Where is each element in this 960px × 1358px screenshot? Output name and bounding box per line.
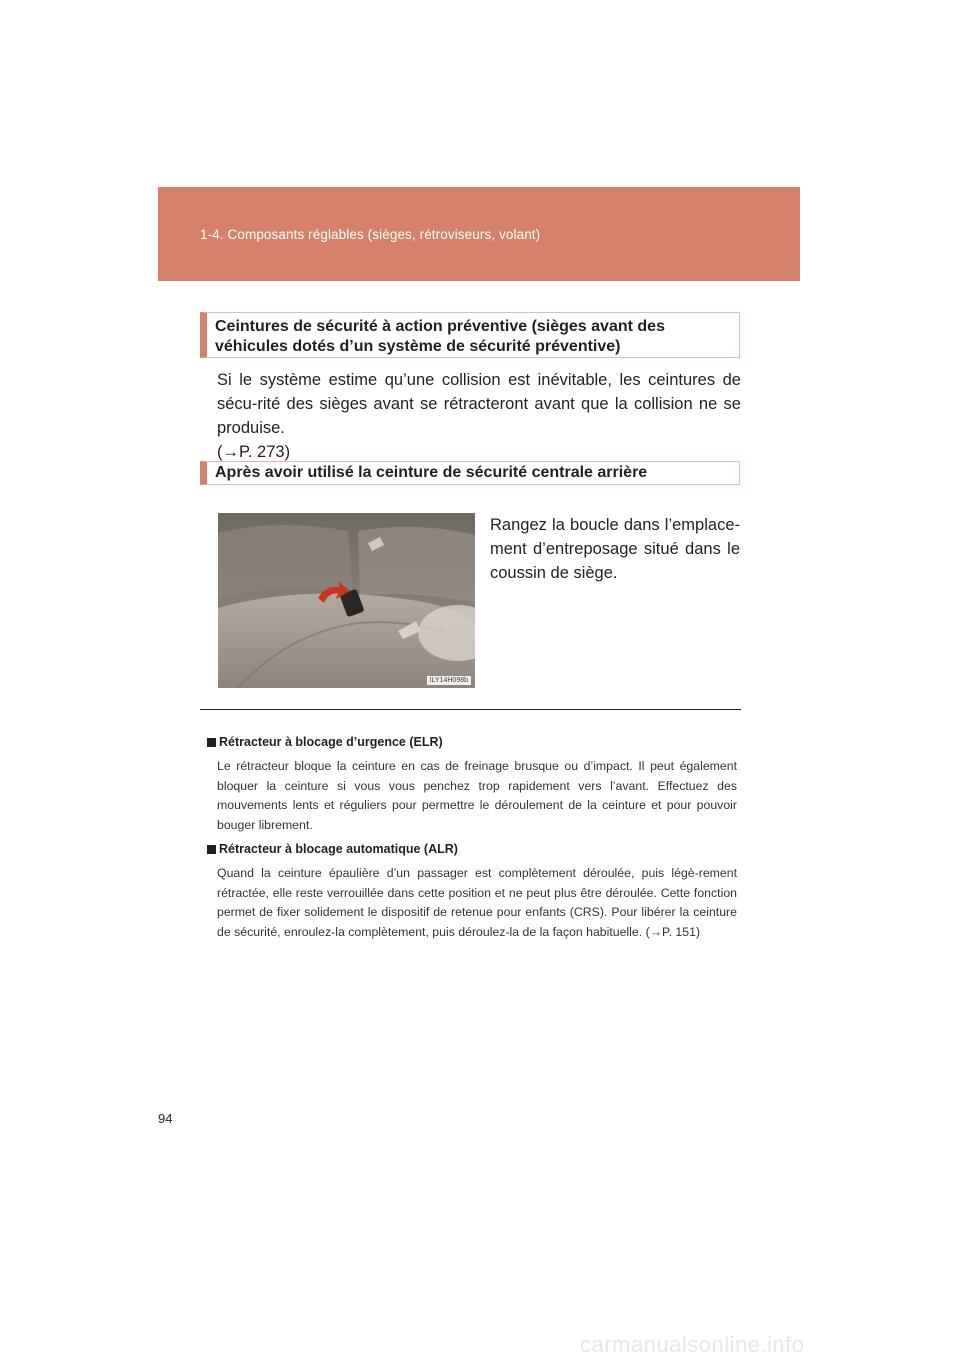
- square-bullet-icon: [207, 845, 216, 854]
- image-code-label: ILY14H098b: [427, 676, 471, 685]
- preventive-seatbelts-text: [217, 368, 741, 464]
- note-alr: [207, 841, 737, 942]
- note-title: Rétracteur à blocage automatique (ALR): [219, 842, 458, 856]
- note-body: Quand la ceinture épaulière d’un passager est complètement déroulée, puis légè-rement rétractée, elle reste verrouillée dans cette position et ne peut plus être déroulée. Cette fonction permet de fixer solidement le dispositif de retenue pour enfants (CRS). Pour libérer la ceinture de sécurité, enroulez-la complètement, puis déroulez-la de la façon habituelle. (→P. 151): [217, 866, 737, 939]
- preventive-seatbelts-body: Si le système estime qu’une collision est inévitable, les ceintures de sécu-rité des sièges avant se rétracteront avant que la collision ne se produise.: [217, 371, 741, 437]
- page-number: 94: [158, 1111, 173, 1126]
- rear-seat-buckle-photo: [218, 513, 475, 688]
- heading-preventive-seatbelts: Ceintures de sécurité à action préventive (sièges avant des véhicules dotés d’un système de sécurité préventive): [200, 312, 740, 358]
- page-reference-link[interactable]: (→P. 273): [217, 443, 291, 461]
- note-body: Le rétracteur bloque la ceinture en cas de freinage brusque ou d’impact. Il peut également bloquer la ceinture si vous vous penchez trop rapidement vers l’avant. Effectuez des mouvements lents et réguliers pour permettre le déroulement de la ceinture et pour pouvoir bouger librement.: [217, 759, 737, 832]
- section-divider: [200, 709, 741, 710]
- watermark: carmanualsonline.info: [580, 1332, 805, 1357]
- heading-rear-center-belt: Après avoir utilisé la ceinture de sécurité centrale arrière: [200, 461, 740, 485]
- section-title: 1-4. Composants réglables (sièges, rétroviseurs, volant): [200, 227, 541, 242]
- note-elr: [207, 734, 737, 835]
- note-title: Rétracteur à blocage d’urgence (ELR): [219, 735, 443, 749]
- rear-center-belt-body: Rangez la boucle dans l’emplace-ment d’entreposage situé dans le coussin de siège.: [490, 516, 740, 582]
- rear-seat-illustration: [218, 513, 475, 688]
- square-bullet-icon: [207, 738, 216, 747]
- chapter-header-band: [158, 187, 800, 281]
